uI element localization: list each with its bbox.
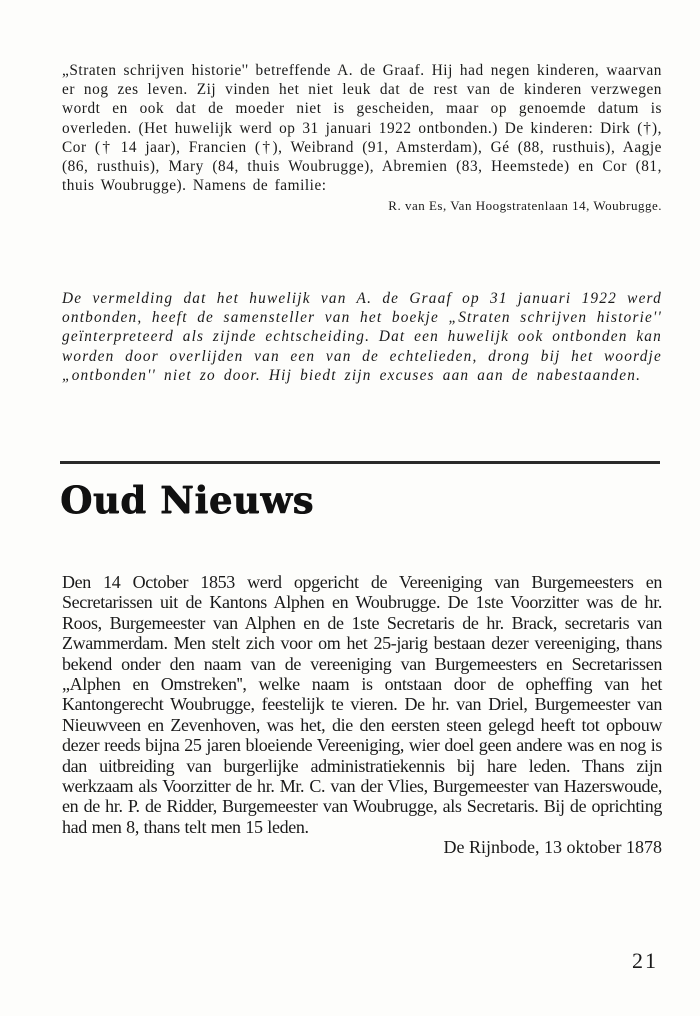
letter-body: „Straten schrijven historie'' betreffende A. de Graaf. Hij had negen kinderen, waarvan er nog zes leven. Zij vinden het niet leuk dat de rest van de kinderen verzwegen wordt en ook dat de moeder niet is gescheiden, maar op genoemde datum is overleden. (Het huwelijk werd op 31 januari 1922 ontbonden.) De kinderen: Dirk (†), Cor († 14 jaar), Francien (†), Weibrand (91, Amsterdam), Gé (88, rusthuis), Aagje (86, rusthuis), Mary (84, thuis Woubrugge), Abremien (83, Heemstede) en Cor (81, thuis Woubrugge). Namens de familie: [62, 62, 662, 195]
section-divider [60, 461, 660, 464]
page-number: 21 [632, 948, 658, 973]
article-body: Den 14 October 1853 werd opgericht de Vereeniging van Burgemeesters en Secretarissen uit de Kantons Alphen en Woubrugge. De 1ste Voorzitter was de hr. Roos, Burgemeester van Alphen en de 1ste Secretaris de hr. Brack, secretaris van Zwammerdam. Men stelt zich voor om het 25-jarig bestaan dezer vereeniging, thans bekend onder den naam van de vereeniging van Burgemeesters en Secretarissen „Alphen en Omstreken'', welke naam is ontstaan door de opheffing van het Kantongerecht Woubrugge, feestelijk te vieren. De hr. van Driel, Burgemeester van Nieuwveen en Zevenhoven, was het, die den eersten steen gelegd heeft tot opbouw dezer reeds bijna 25 jaren bloeiende Vereeniging, wier doel geen andere was en nog is dan uitbreiding van burgerlijke administratiekennis bij hare leden. Thans zijn werkzaam als Voorzitter de hr. Mr. C. van der Vlies, Burgemeester van Hazerswoude, en de hr. P. de Ridder, Burgemeester van Woubrugge, als Secretaris. Bij de oprichting had men 8, thans telt men 15 leden. [62, 572, 662, 837]
editorial-correction [62, 289, 662, 385]
section-heading: Oud Nieuws [60, 478, 314, 522]
correction-body: De vermelding dat het huwelijk van A. de Graaf op 31 januari 1922 werd ontbonden, heeft de samensteller van het boekje „Straten schrijven historie'' geïnterpreteerd als zijnde echtscheiding. Dat een huwelijk ook ontbonden kan worden door overlijden van een van de echtelieden, drong bij het woordje „ontbonden'' niet zo door. Hij biedt zijn excuses aan aan de nabestaanden. [62, 290, 662, 384]
article-source: De Rijnbode, 13 oktober 1878 [443, 837, 662, 858]
historical-article [62, 572, 662, 858]
reader-letter [62, 61, 662, 214]
letter-signature: R. van Es, Van Hoogstratenlaan 14, Woubrugge. [388, 198, 662, 214]
